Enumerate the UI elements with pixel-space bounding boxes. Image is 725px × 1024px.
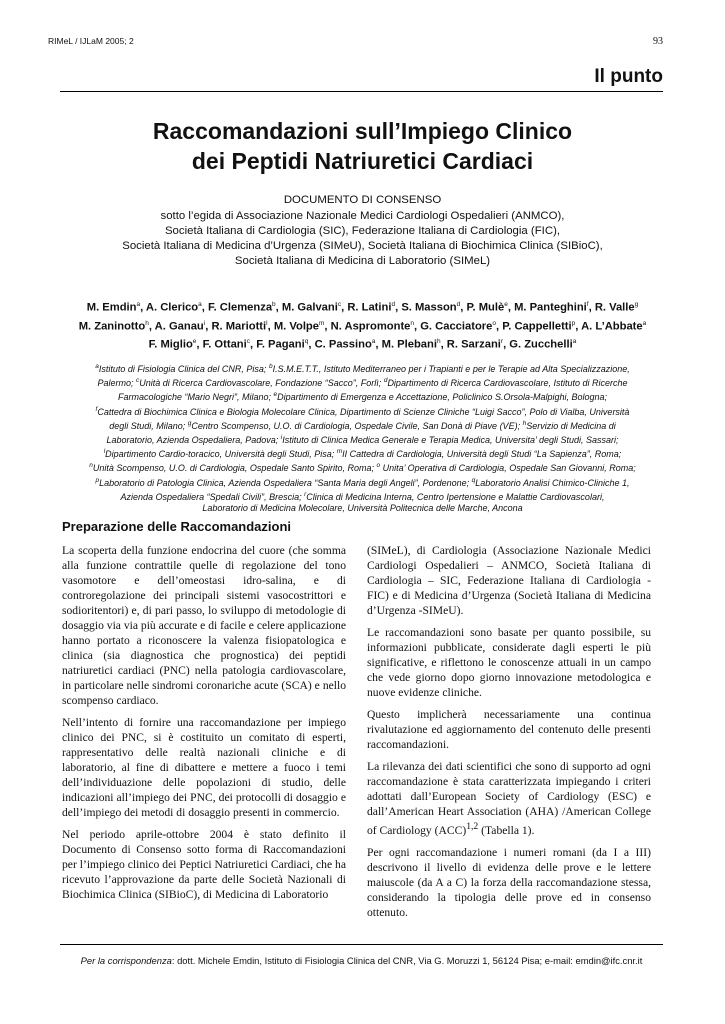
header-rule [60,91,663,92]
article-title [40,116,685,176]
affiliation-text: Laboratorio Analisi Chimico-Cliniche 1, [475,477,630,488]
affiliation-text: Unità Scompenso, U.O. di Cardiologia, Ospedale Santo Spirito, Roma; [92,463,377,474]
author-name: A. L’Abbate [581,320,643,333]
author-affiliation-ref: a [136,301,141,308]
paragraph: (SIMeL), di Cardiologia (Associazione Nazionale Medici Cardiologi Ospedalieri – ANMCO, Società Italiana di Cardiologia – SIC, Federazione Italiana di Cardiologia - FIC) e di Medicina d’Urgenza (Società Italiana di Medicina d’Urgenza -SIMeU). [367,544,651,617]
paragraph: La scoperta della funzione endocrina del cuore (che somma alla funzione contrattile quelle di regolazione del tono vasomotore e dell’omeostasi idro-salina, e di controregolazione dei principali sistemi vasocostrittori e sodioritentori) e, di pari passo, lo sviluppo di metodologie di dosaggio via via più accurate e di facile e celere applicazione hanno portato a riconoscere la valenza fisiopatologica e clinica (sia diagnostica che prognostica) dei peptidi natriuretici cardiaci (PNC) nella patologia cardiovascolare, in particolare nelle sindromi coronariche acute (SCA) e nello scompenso cardiaco. [62,544,346,707]
author-name: M. Zaninotto [78,320,146,333]
section-heading: Preparazione delle Raccomandazioni [62,519,292,534]
author-name: A. Clerico [145,301,199,314]
paragraph: Nell’intento di fornire una raccomandazione per impiego clinico dei PNC, si è costituito un comitato di esperti, rappresentativo delle realtà nazionali cliniche e di laboratorio, al fine di dibattere e mettere a fuoco i temi dell’individuazione delle popolazioni di studio, delle indicazioni all’impiego dei PNC, dei protocolli di dosaggio e dell’impiego dei metodi di dosaggio presenti in commercio. [62,716,346,819]
affiliation-text: Azienda Ospedaliera “Spedali Civili”, Brescia; [120,491,305,502]
author-affiliation-ref: b [272,301,276,308]
affiliation-marker: m [336,448,343,456]
affiliation-text: Unita’ Operativa di Cardiologia, Ospedale San Giovanni, Roma; [380,463,636,474]
author-name: P. Cappelletti [502,320,572,333]
author-name: F. Pagani [256,339,305,352]
affiliation-marker: n [89,462,93,470]
author-affiliation-ref: h [145,319,149,327]
author-affiliation-ref: e [192,338,197,346]
author-name: F. Ottani [202,339,247,352]
affiliation-text: Istituto di Fisiologia Clinica del CNR, Pisa; [98,364,269,374]
affiliation-text: Dipartimento Cardio-toracico, Università degli Studi, Pisa; [105,449,337,460]
author-affiliation-ref: d [456,301,461,308]
author-affiliation-ref: p [571,319,576,327]
author-name: R. Mariotti [211,320,267,333]
paragraph-text: La rilevanza dei dati scientifici che sono di supporto ad ogni raccomandazione è stata caratterizzata impiegando i criteri adottati dall’European Society of Cardiology (ESC) e dall’American Heart Association (AHA) /American College of Cardiology (ACC) [367,760,651,837]
affiliation-line [40,460,685,474]
paragraph: Questo implicherà necessariamente una continua rivalutazione ed aggiornamento del contenuto delle presenti raccomandazioni. [367,708,651,751]
affiliation-text: Clinica di Medicina Interna, Centro Ipertensione e Malattie Cardiovascolari, [306,491,605,502]
title-line-2: dei Peptidi Natriuretici Cardiaci [191,148,534,174]
affiliation-text: I.S.M.E.T.T., Istituto Mediterraneo per i Trapianti e per le Terapie ad Alta Specializzazione, [272,364,630,374]
author-affiliation-ref: n [410,319,415,327]
sponsor-line: sotto l’egida di Associazione Nazionale Medici Cardiologi Ospedalieri (ANMCO), [160,210,565,222]
author-line: F. Miglio$^e$, F. Ottani$^c$, F. Pagani$^q$, C. Passino$^a$, M. Plebani$^h$, R. Sarzani$^r$, G. Zucchelli$^a$ [148,338,577,352]
affiliation-text: Servizio di Medicina di [526,420,616,431]
affiliation-marker: e [273,391,278,399]
author-name: G. Zucchelli [509,339,573,352]
author-affiliation-ref: c [246,338,251,346]
author-name: M. Volpe [273,320,319,333]
affiliation-marker: l [103,448,106,456]
journal-header: RIMeL / IJLaM 2005; 2 [48,36,134,46]
affiliation-marker: b [268,363,273,370]
paragraph: Per ogni raccomandazione i numeri romani (da I a III) descrivono il livello di evidenza delle prove e le lettere maiuscole (da A a C) la forza della raccomandazione stessa, considerando la tipologia delle prove ed in consenso ottenuto. [367,845,651,919]
author-name: F. Clemenza [208,301,273,314]
affiliation-text: Dipartimento di Ricerca Cardiovascolare, Istituto di Ricerche [387,378,628,389]
affiliation-text: Laboratorio di Medicina Molecolare, Università Politecnica delle Marche, Ancona [202,503,523,514]
author-affiliation-ref: c [337,301,342,308]
author-name: S. Masson [401,301,457,314]
affiliation-line [40,418,685,432]
affiliation-line [40,489,685,503]
author-affiliation-ref: h [436,338,441,346]
affiliation-text: Farmacologiche “Mario Negri”, Milano; [117,392,274,403]
affiliation-marker: a [95,363,99,370]
author-affiliation-ref: a [642,319,647,327]
affiliation-marker: g [187,419,192,427]
affiliation-list [40,361,685,514]
affiliation-text: degli Studi, Milano; [109,420,188,431]
author-affiliation-ref: d [391,301,396,308]
affiliation-marker: i [280,434,283,442]
author-affiliation-ref: o [492,319,496,327]
sponsor-line: Società Italiana di Medicina d’Urgenza (SIMeU), Società Italiana di Biochimica Clinica (SIBioC), [122,240,603,252]
affiliation-text: Laboratorio, Azienda Ospedaliera, Padova; [106,435,281,446]
author-name: M. Emdin [86,301,137,314]
author-name: R. Sarzani [446,339,501,352]
affiliation-line [40,475,685,489]
author-name: F. Miglio [148,339,193,352]
author-affiliation-ref: l [266,319,268,327]
affiliation-line [40,432,685,446]
paragraph-text: (Tabella 1). [478,823,535,837]
affiliation-text: Unità di Ricerca Cardiovascolare, Fondazione “Sacco”, Forlì; [139,378,384,389]
author-name: R. Latini [347,301,392,314]
title-line-1: Raccomandazioni sull’Impiego Clinico [152,118,573,144]
citation-ref: 1,2 [466,821,479,832]
author-affiliation-ref: a [572,338,577,346]
correspondence-label: Per la corrispondenza [80,955,172,966]
affiliation-marker: o [376,462,381,470]
author-affiliation-ref: f [586,301,589,308]
author-name: M. Galvani [281,301,338,314]
affiliation-marker: f [95,405,98,413]
correspondence-note [60,955,663,966]
affiliation-marker: r [304,490,307,498]
affiliation-text: Centro Scompenso, U.O. di Cardiologia, Ospedale Civile, San Donà di Piave (VE); [191,420,523,431]
author-list [40,297,685,353]
left-column [62,543,346,909]
author-affiliation-ref: q [304,338,309,346]
author-affiliation-ref: a [371,338,376,346]
author-affiliation-ref: e [504,301,508,308]
author-affiliation-ref: r [500,338,504,346]
section-label: Il punto [594,66,663,87]
affiliation-text: Cattedra di Biochimica Clinica e Biologia Molecolare Clinica, Dipartimento di Scienze Cliniche “Luigi Sacco”, Polo di Vialba, Università [97,406,630,417]
affiliation-marker: h [522,419,527,427]
affiliation-line [40,446,685,460]
affiliation-marker: q [471,476,476,484]
author-name: C. Passino [314,339,372,352]
right-column [367,543,651,927]
author-name: M. Plebani [381,339,437,352]
affiliation-text: Palermo; [97,378,136,389]
author-name: A. Ganau [154,320,204,333]
affiliation-text: Dipartimento di Emergenza e Accettazione, Policlinico S.Orsola-Malpighi, Bologna; [277,392,607,403]
affiliation-text: Laboratorio di Patologia Clinica, Azienda Ospedaliera “Santa Maria degli Angeli”, Pordenone; [99,477,472,488]
affiliation-line [40,503,685,514]
author-name: N. Aspromonte [330,320,411,333]
page-number: 93 [653,36,663,47]
author-name: G. Cacciatore [420,320,493,333]
author-affiliation-ref: m [318,319,325,327]
affiliation-marker: d [383,377,388,385]
affiliation-line [40,404,685,418]
affiliation-line [40,361,685,375]
footer-rule [60,944,663,945]
affiliation-line [40,389,685,403]
author-affiliation-ref: g [634,301,639,308]
sponsor-block [40,209,685,269]
affiliation-marker: p [95,476,100,484]
paragraph: Nel periodo aprile-ottobre 2004 è stato definito il Documento di Consenso sotto forma di Raccomandazioni per l’impiego clinico dei Peptici Natriuretici Cardiaci, che ha ricevuto l’approvazione da parte delle Società Nazionali di Biochimica Clinica (SIBioC), di Medicina di Laboratorio [62,828,346,901]
affiliation-marker: c [135,377,140,385]
author-line: M. Zaninotto$^h$, A. Ganau$^i$, R. Mariotti$^l$, M. Volpe$^m$, N. Aspromonte$^n$, G. Cacciatore$^o$, P. Cappelletti$^p$, A. L’Abbate$^a$ [78,319,647,333]
affiliation-text: II Cattedra di Cardiologia, Università degli Studi “La Sapienza”, Roma; [342,449,622,460]
sponsor-line: Società Italiana di Cardiologia (SIC), Federazione Italiana di Cardiologia (FIC), [164,225,561,237]
affiliation-line [40,375,685,389]
sponsor-line: Società Italiana di Medicina di Laboratorio (SIMeL) [234,255,491,267]
affiliation-text: Istituto di Clinica Medica Generale e Terapia Medica, Universita’ degli Studi, Sassari; [282,435,619,446]
document-label: DOCUMENTO DI CONSENSO [283,194,442,206]
author-name: M. Panteghini [514,301,587,314]
paragraph [367,759,651,838]
author-name: R. Valle [594,301,635,314]
author-name: P. Mulè [466,301,505,314]
author-affiliation-ref: i [203,319,206,327]
correspondence-text: : dott. Michele Emdin, Istituto di Fisiologia Clinica del CNR, Via G. Moruzzi 1, 56124 Pisa; e-mail: emdin@ifc.cnr.it [171,955,643,966]
author-line: M. Emdin$^a$, A. Clerico$^a$, F. Clemenza$^b$, M. Galvani$^c$, R. Latini$^d$, S. Masson$^d$, P. Mulè$^e$, M. Panteghini$^f$, R. Valle$^g$ [86,301,639,314]
paragraph: Le raccomandazioni sono basate per quanto possibile, su informazioni pubblicate, considerate dagli esperti le più significative, e riflettono le conoscenze attuali in un campo che vede giorno dopo giorno innovazione metodologica e nuove evidenze cliniche. [367,626,651,699]
author-affiliation-ref: a [198,301,202,308]
